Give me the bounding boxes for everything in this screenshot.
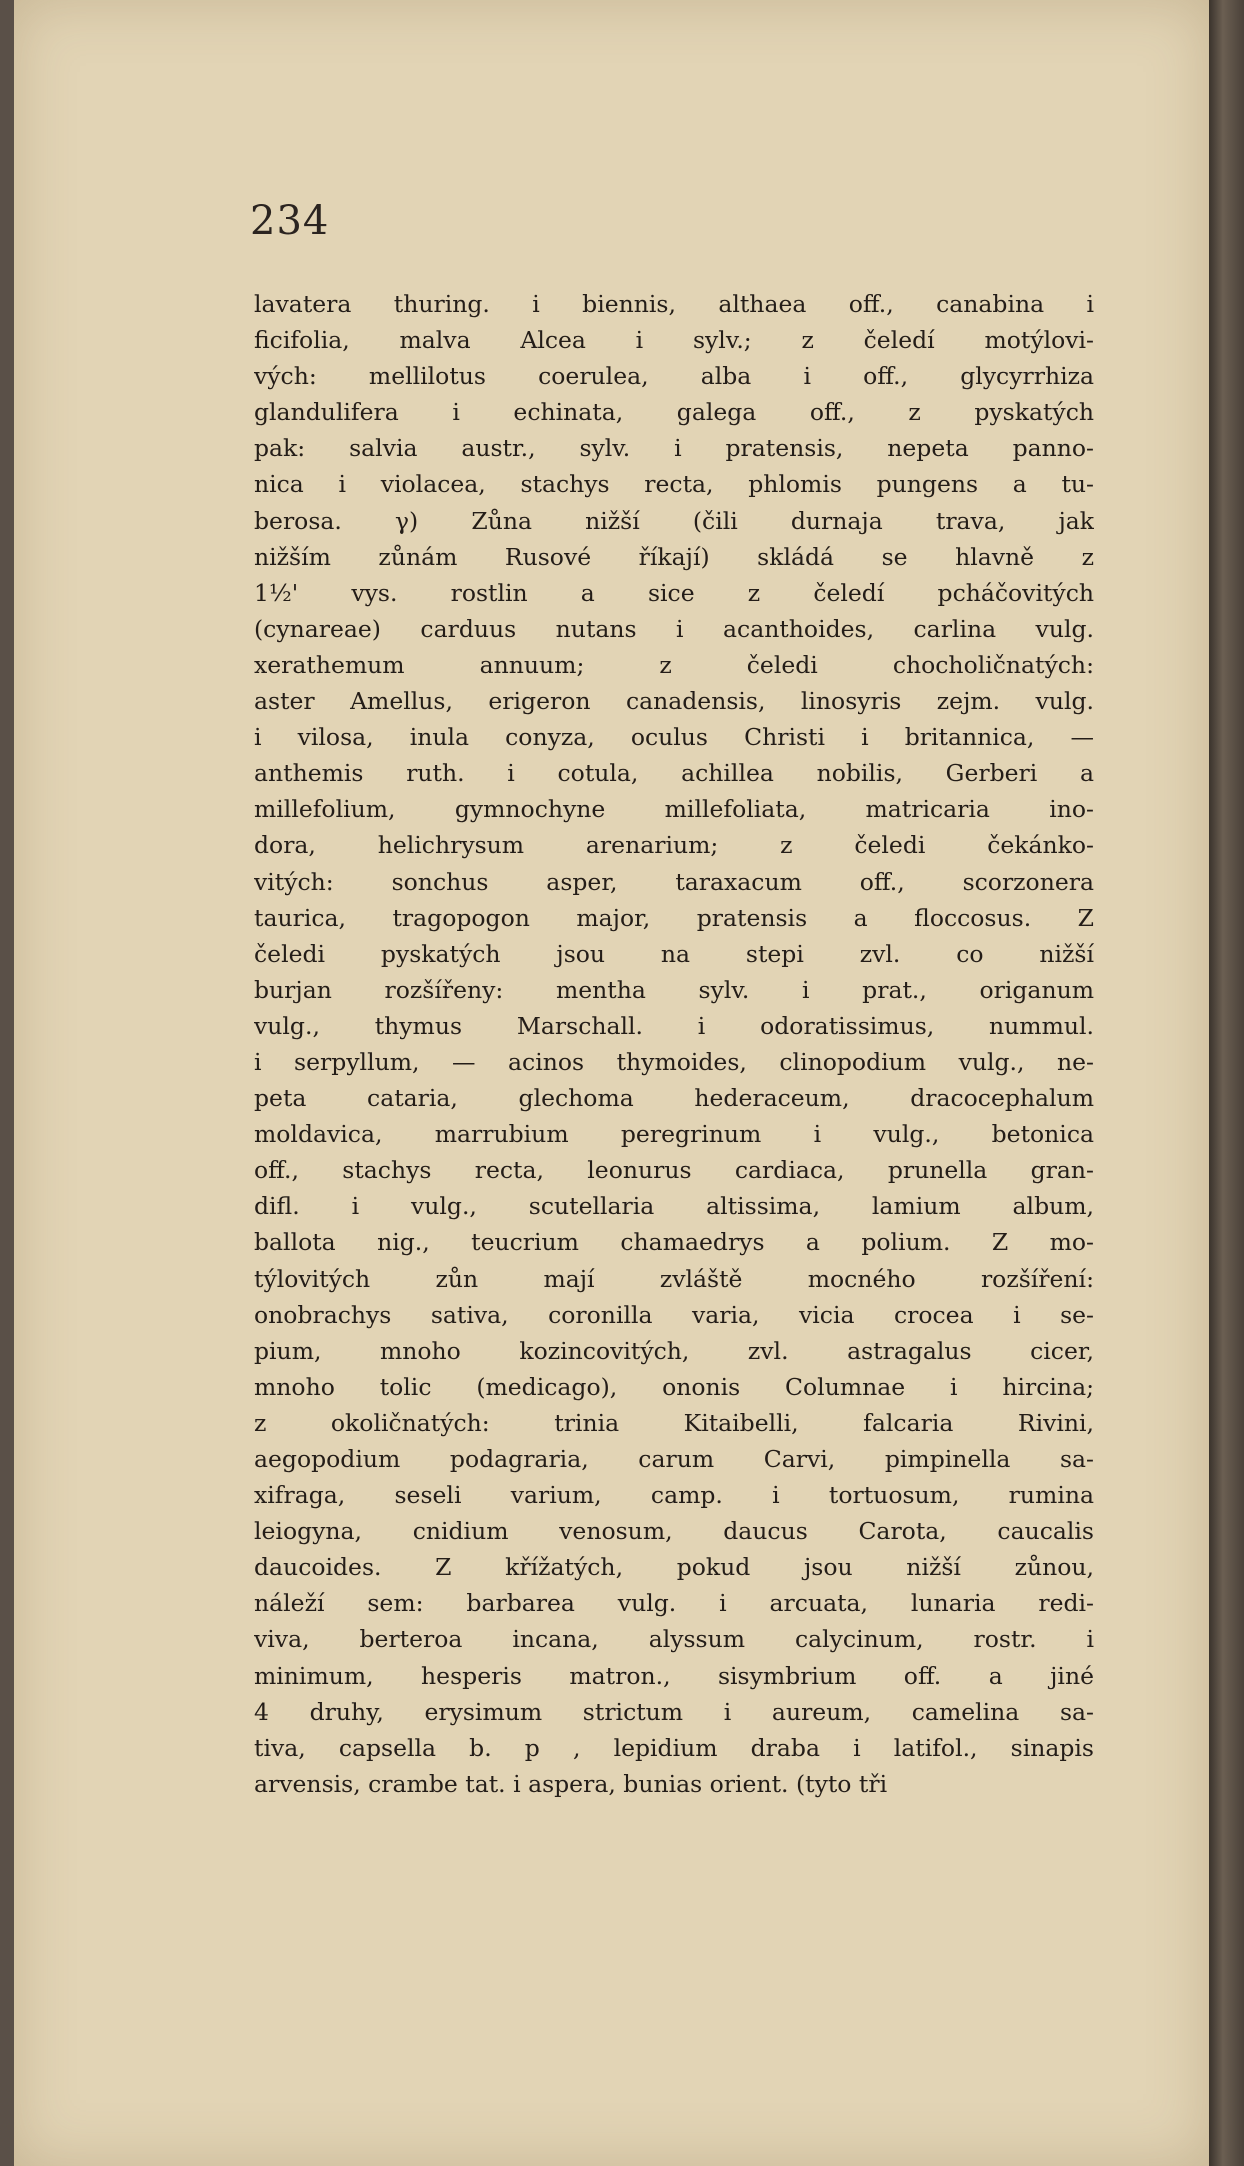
text-line: čeledi pyskatých jsou na stepi zvl. co nižší — [254, 939, 1094, 968]
text-line: (cynareae) carduus nutans i acanthoides, carlina vulg. — [254, 614, 1094, 643]
text-line: onobrachys sativa, coronilla varia, vicia crocea i se- — [254, 1300, 1094, 1329]
text-line: minimum, hesperis matron., sisymbrium off. a jiné — [254, 1661, 1094, 1690]
page-number: 234 — [250, 198, 330, 244]
text-line: náleží sem: barbarea vulg. i arcuata, lunaria redi- — [254, 1589, 1094, 1618]
text-line: off., stachys recta, leonurus cardiaca, prunella gran- — [254, 1156, 1094, 1185]
text-line: i serpyllum, — acinos thymoides, clinopodium vulg., ne- — [254, 1047, 1094, 1076]
text-line: lavatera thuring. i biennis, althaea off., canabina i — [254, 290, 1094, 318]
text-line: vulg., thymus Marschall. i odoratissimus, nummul. — [254, 1011, 1094, 1040]
text-line: dora, helichrysum arenarium; z čeledi čekánko- — [254, 831, 1094, 860]
text-line: berosa. γ) Zůna nižší (čili durnaja trava, jak — [254, 506, 1094, 535]
text-line: arvensis, crambe tat. i aspera, bunias orient. (tyto tři — [254, 1769, 888, 1798]
text-line: ballota nig., teucrium chamaedrys a polium. Z mo- — [254, 1228, 1094, 1257]
text-line: ficifolia, malva Alcea i sylv.; z čeledí motýlovi- — [254, 326, 1094, 355]
book-page — [14, 0, 1209, 2166]
text-line: millefolium, gymnochyne millefoliata, matricaria ino- — [254, 795, 1094, 824]
text-line: xifraga, seseli varium, camp. i tortuosum, rumina — [254, 1481, 1094, 1510]
text-line: leiogyna, cnidium venosum, daucus Carota, caucalis — [254, 1517, 1094, 1546]
text-line: viva, berteroa incana, alyssum calycinum, rostr. i — [254, 1625, 1094, 1654]
body-text — [254, 286, 1094, 1802]
page-edge-shadow — [1209, 0, 1244, 2166]
text-line: taurica, tragopogon major, pratensis a floccosus. Z — [254, 903, 1094, 932]
text-line: 4 druhy, erysimum strictum i aureum, camelina sa- — [254, 1697, 1094, 1726]
text-line: tiva, capsella b. p , lepidium draba i latifol., sinapis — [254, 1733, 1094, 1762]
text-line: peta cataria, glechoma hederaceum, dracocephalum — [254, 1084, 1094, 1113]
text-line: xerathemum annuum; z čeledi chocholičnatých: — [254, 650, 1094, 679]
text-line: 1½' vys. rostlin a sice z čeledí pcháčovitých — [254, 578, 1094, 607]
text-line: i vilosa, inula conyza, oculus Christi i britannica, — — [254, 723, 1094, 752]
text-line: glandulifera i echinata, galega off., z pyskatých — [254, 398, 1094, 427]
text-line: mnoho tolic (medicago), ononis Columnae i hircina; — [254, 1372, 1094, 1401]
text-line: týlovitých zůn mají zvláště mocného rozšíření: — [254, 1264, 1094, 1293]
text-line: daucoides. Z křížatých, pokud jsou nižší zůnou, — [254, 1553, 1094, 1582]
text-line: z okoličnatých: trinia Kitaibelli, falcaria Rivini, — [254, 1408, 1094, 1437]
text-line: nižším zůnám Rusové říkají) skládá se hlavně z — [254, 542, 1094, 571]
text-line: vých: mellilotus coerulea, alba i off., glycyrrhiza — [254, 362, 1094, 391]
text-line: difl. i vulg., scutellaria altissima, lamium album, — [254, 1192, 1094, 1221]
text-line: aegopodium podagraria, carum Carvi, pimpinella sa- — [254, 1445, 1094, 1473]
text-line: burjan rozšířeny: mentha sylv. i prat., origanum — [254, 975, 1094, 1004]
text-line: pak: salvia austr., sylv. i pratensis, nepeta panno- — [254, 434, 1094, 463]
text-line: nica i violacea, stachys recta, phlomis pungens a tu- — [254, 470, 1094, 499]
text-line: anthemis ruth. i cotula, achillea nobilis, Gerberi a — [254, 759, 1094, 788]
text-line: pium, mnoho kozincovitých, zvl. astragalus cicer, — [254, 1336, 1094, 1365]
text-line: aster Amellus, erigeron canadensis, linosyris zejm. vulg. — [254, 687, 1094, 716]
text-line: moldavica, marrubium peregrinum i vulg., betonica — [254, 1120, 1094, 1149]
text-line: vitých: sonchus asper, taraxacum off., scorzonera — [254, 867, 1094, 896]
